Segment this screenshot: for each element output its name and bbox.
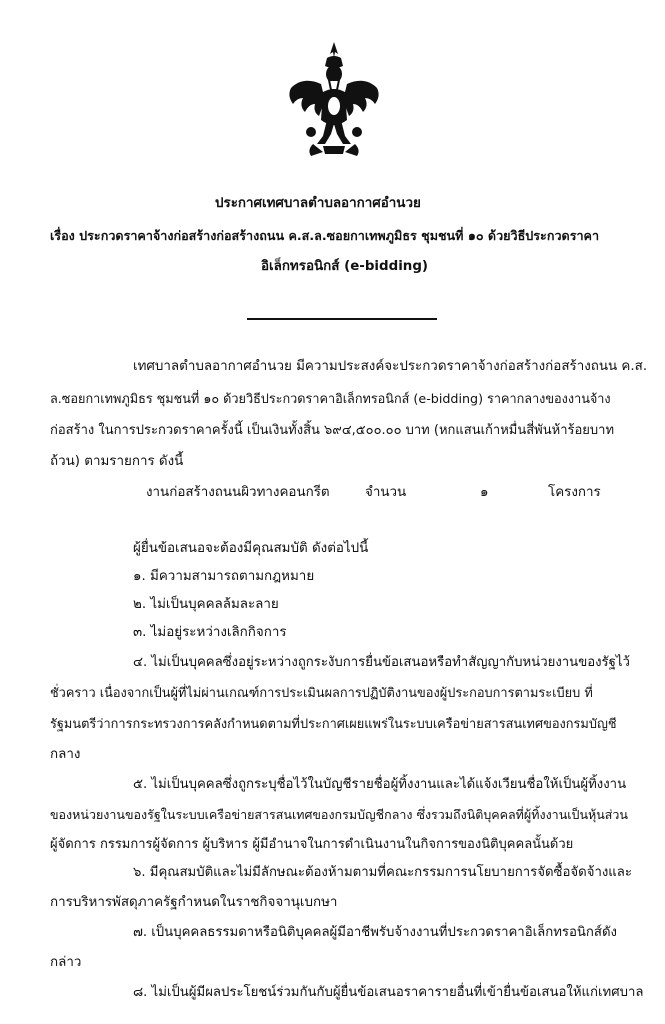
qualification-7-line-1: ๗. เป็นบุคคลธรรมดาหรือนิติบุคคลผู้มีอาชีพรับจ้างงานที่ประกวดราคาอิเล็กทรอนิกส์ดัง	[133, 925, 617, 940]
qualification-3: ๓. ไม่อยู่ระหว่างเลิกกิจการ	[133, 625, 287, 640]
intro-line-3: ก่อสร้าง ในการประกวดราคาครั้งนี้ เป็นเงินทั้งสิ้น ๖๙๔,๕๐๐.๐๐ บาท (หกแสนเก้าหมื่นสี่พันห้าร้อยบาท	[50, 423, 615, 438]
qualification-4-line-1: ๔. ไม่เป็นบุคคลซึ่งอยู่ระหว่างถูกระงับการยื่นข้อเสนอหรือทำสัญญากับหน่วยงานของรัฐไว้	[133, 655, 630, 670]
item-qty: ๑	[480, 485, 489, 500]
qualification-4-line-2: ชั่วคราว เนื่องจากเป็นผู้ที่ไม่ผ่านเกณฑ์การประเมินผลการปฏิบัติงานของผู้ประกอบการตามระเบียบ ที่	[50, 686, 593, 701]
item-name: งานก่อสร้างถนนผิวทางคอนกรีต	[146, 485, 330, 500]
qualifications-heading: ผู้ยื่นข้อเสนอจะต้องมีคุณสมบัติ ดังต่อไปนี้	[133, 541, 369, 556]
qualification-2: ๒. ไม่เป็นบุคคลล้มละลาย	[133, 597, 279, 612]
item-qty-label: จำนวน	[365, 485, 407, 500]
qualification-7-line-2: กล่าว	[50, 955, 82, 970]
qualification-8-line-1: ๘. ไม่เป็นผู้มีผลประโยชน์ร่วมกันกับผู้ยื่นข้อเสนอราคารายอื่นที่เข้ายื่นข้อเสนอให้แก่เทศบาล	[133, 985, 644, 1000]
intro-line-1: เทศบาลตำบลอากาศอำนวย มีความประสงค์จะประกวดราคาจ้างก่อสร้างก่อสร้างถนน ค.ส.	[133, 359, 648, 374]
qualification-1: ๑. มีความสามารถตามกฎหมาย	[133, 569, 315, 584]
item-unit: โครงการ	[548, 485, 601, 500]
qualification-4-line-4: กลาง	[50, 747, 81, 762]
intro-line-4: ถ้วน) ตามรายการ ดังนี้	[50, 454, 184, 469]
announcement-title: ประกาศเทศบาลตำบลอากาศอำนวย	[215, 196, 421, 211]
qualification-6-line-2: การบริหารพัสดุภาครัฐกำหนดในราชกิจจานุเบกษา	[50, 895, 338, 910]
title-divider	[247, 318, 437, 320]
announcement-subject-line2: อิเล็กทรอนิกส์ (e-bidding)	[261, 259, 429, 274]
qualification-4-line-3: รัฐมนตรีว่าการกระทรวงการคลังกำหนดตามที่ประกาศเผยแพร่ในระบบเครือข่ายสารสนเทศของกรมบัญชี	[50, 717, 617, 732]
qualification-6-line-1: ๖. มีคุณสมบัติและไม่มีลักษณะต้องห้ามตามที่คณะกรรมการนโยบายการจัดซื้อจัดจ้างและ	[133, 865, 632, 880]
qualification-5-line-3: ผู้จัดการ กรรมการผู้จัดการ ผู้บริหาร ผู้มีอำนาจในการดำเนินงานในกิจการของนิติบุคคลนั้นด้วย	[50, 837, 574, 852]
garuda-emblem	[283, 40, 385, 162]
qualification-5-line-1: ๕. ไม่เป็นบุคคลซึ่งถูกระบุชื่อไว้ในบัญชีรายชื่อผู้ทิ้งงานและได้แจ้งเวียนชื่อให้เป็นผู้ทิ้งงาน	[133, 777, 627, 792]
announcement-subject-line1: เรื่อง ประกวดราคาจ้างก่อสร้างก่อสร้างถนน ค.ส.ล.ซอยกาเทพภูมิธร ชุมชนที่ ๑๐ ด้วยวิธีประกวดราคา	[50, 228, 600, 243]
qualification-5-line-2: ของหน่วยงานของรัฐในระบบเครือข่ายสารสนเทศของกรมบัญชีกลาง ซึ่งรวมถึงนิติบุคคลที่ผู้ทิ้งงานเป็นหุ้นส่วน	[50, 807, 628, 822]
intro-line-2: ล.ซอยกาเทพภูมิธร ชุมชนที่ ๑๐ ด้วยวิธีประกวดราคาอิเล็กทรอนิกส์ (e-bidding) ราคากลางของงานจ้าง	[50, 391, 611, 406]
